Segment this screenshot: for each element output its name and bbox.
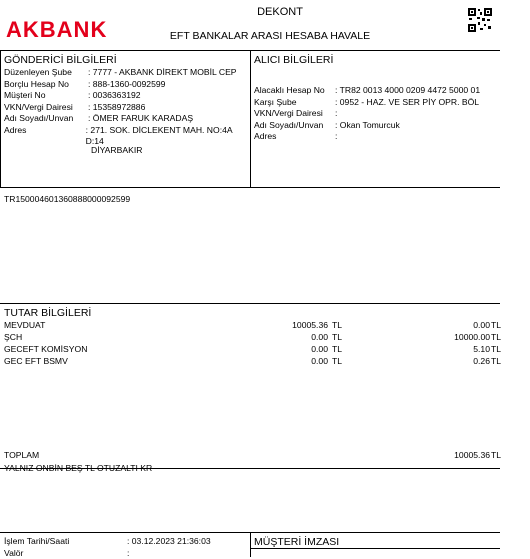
total-label: TOPLAM xyxy=(4,450,39,460)
receiver-tax-value: : xyxy=(335,108,337,120)
sender-row xyxy=(4,79,248,91)
document-type: DEKONT xyxy=(30,6,530,18)
parties-divider xyxy=(250,50,251,187)
amounts-top-rule xyxy=(0,303,500,304)
amount-label: GECEFT KOMİSYON xyxy=(4,344,87,354)
amounts-section-title: TUTAR BİLGİLERİ xyxy=(4,307,91,319)
receiver-name-label: Adı Soyadı/Unvan xyxy=(254,120,335,132)
transaction-datetime-value: : 03.12.2023 21:36:03 xyxy=(127,536,211,548)
receiver-row xyxy=(254,97,498,109)
sender-row xyxy=(4,67,248,79)
counter-branch-label: Karşı Şube xyxy=(254,97,335,109)
receiver-address-label: Adres xyxy=(254,131,335,143)
amount-in-words: YALNIZ ONBİN BEŞ TL OTUZALTI KR xyxy=(4,463,152,473)
amount-currency-1: TL xyxy=(332,320,342,330)
amount-value-1: 0.00 xyxy=(311,356,328,366)
document-subtitle: EFT BANKALAR ARASI HESABA HAVALE xyxy=(20,30,520,42)
parties-bottom-rule xyxy=(0,187,500,188)
logo-text: AKBANK xyxy=(6,17,107,42)
amount-row xyxy=(4,356,500,368)
receiver-details xyxy=(254,85,498,143)
customer-signature-title: MÜŞTERİ İMZASI xyxy=(254,536,339,548)
sender-name-label: Adı Soyadı/Unvan xyxy=(4,113,88,125)
amount-value-2: 0.00 xyxy=(473,320,490,330)
sender-address-line2: DİYARBAKIR xyxy=(91,145,142,157)
transaction-date-block xyxy=(4,536,248,559)
amount-value-1: 0.00 xyxy=(311,332,328,342)
counter-branch-value: : 0952 - HAZ. VE SER PİY OPR. BÖL xyxy=(335,97,479,109)
amount-row xyxy=(4,344,500,356)
sender-section-title: GÖNDERİCİ BİLGİLERİ xyxy=(4,54,117,66)
sender-address-value: : 271. SOK. DİCLEKENT MAH. NO:4A D:14 xyxy=(86,125,248,148)
receiver-row xyxy=(254,131,498,143)
amount-currency-1: TL xyxy=(332,332,342,342)
amount-currency-1: TL xyxy=(332,356,342,366)
sender-branch-value: : 7777 - AKBANK DİREKT MOBİL CEP xyxy=(88,67,237,79)
creditor-account-label: Alacaklı Hesap No xyxy=(254,85,335,97)
total-value: 10005.36 xyxy=(454,450,490,460)
receiver-tax-label: VKN/Vergi Dairesi xyxy=(254,108,335,120)
receiver-section-title: ALICI BİLGİLERİ xyxy=(254,54,333,66)
amount-currency-2: TL xyxy=(491,320,501,330)
receiver-row xyxy=(254,120,498,132)
amount-row xyxy=(4,332,500,344)
amount-label: GEC EFT BSMV xyxy=(4,356,68,366)
value-date-label: Valör xyxy=(4,548,127,559)
sender-branch-label: Düzenleyen Şube xyxy=(4,67,88,79)
sender-address-label: Adres xyxy=(4,125,86,148)
sender-details xyxy=(4,67,248,156)
signature-underline xyxy=(250,548,500,549)
sender-tax-value: : 15358972886 xyxy=(88,102,145,114)
amount-value-2: 10000.00 xyxy=(454,332,490,342)
debtor-account-label: Borçlu Hesap No xyxy=(4,79,88,91)
receiver-row xyxy=(254,85,498,97)
amount-label: MEVDUAT xyxy=(4,320,45,330)
left-border-top xyxy=(0,50,1,187)
footer-row xyxy=(4,536,248,548)
receiver-name-value: : Okan Tomurcuk xyxy=(335,120,400,132)
amount-currency-2: TL xyxy=(491,332,501,342)
receiver-address-value: : xyxy=(335,131,337,143)
qr-code-icon xyxy=(468,8,492,32)
transaction-reference: TR150004601360888000092599 xyxy=(4,194,130,204)
amount-label: ŞCH xyxy=(4,332,22,342)
amount-row xyxy=(4,320,500,332)
amount-value-2: 5.10 xyxy=(473,344,490,354)
receiver-row xyxy=(254,108,498,120)
sender-row xyxy=(4,102,248,114)
value-date-value: : xyxy=(127,548,129,559)
customer-no-value: : 0036363192 xyxy=(88,90,141,102)
debtor-account-value: : 888-1360-0092599 xyxy=(88,79,165,91)
amount-value-1: 0.00 xyxy=(311,344,328,354)
total-row xyxy=(4,450,500,462)
creditor-account-value: : TR82 0013 4000 0209 4472 5000 01 xyxy=(335,85,480,97)
amount-value-1: 10005.36 xyxy=(292,320,328,330)
sender-name-value: : ÖMER FARUK KARADAŞ xyxy=(88,113,193,125)
footer-divider xyxy=(250,532,251,557)
amount-currency-1: TL xyxy=(332,344,342,354)
amount-value-2: 0.26 xyxy=(473,356,490,366)
footer-row xyxy=(4,548,248,559)
sender-row xyxy=(4,113,248,125)
sender-row xyxy=(4,90,248,102)
amount-currency-2: TL xyxy=(491,344,501,354)
customer-no-label: Müşteri No xyxy=(4,90,88,102)
sender-tax-label: VKN/Vergi Dairesi xyxy=(4,102,88,114)
total-currency: TL xyxy=(491,450,501,460)
amount-currency-2: TL xyxy=(491,356,501,366)
transaction-datetime-label: İşlem Tarihi/Saati xyxy=(4,536,127,548)
